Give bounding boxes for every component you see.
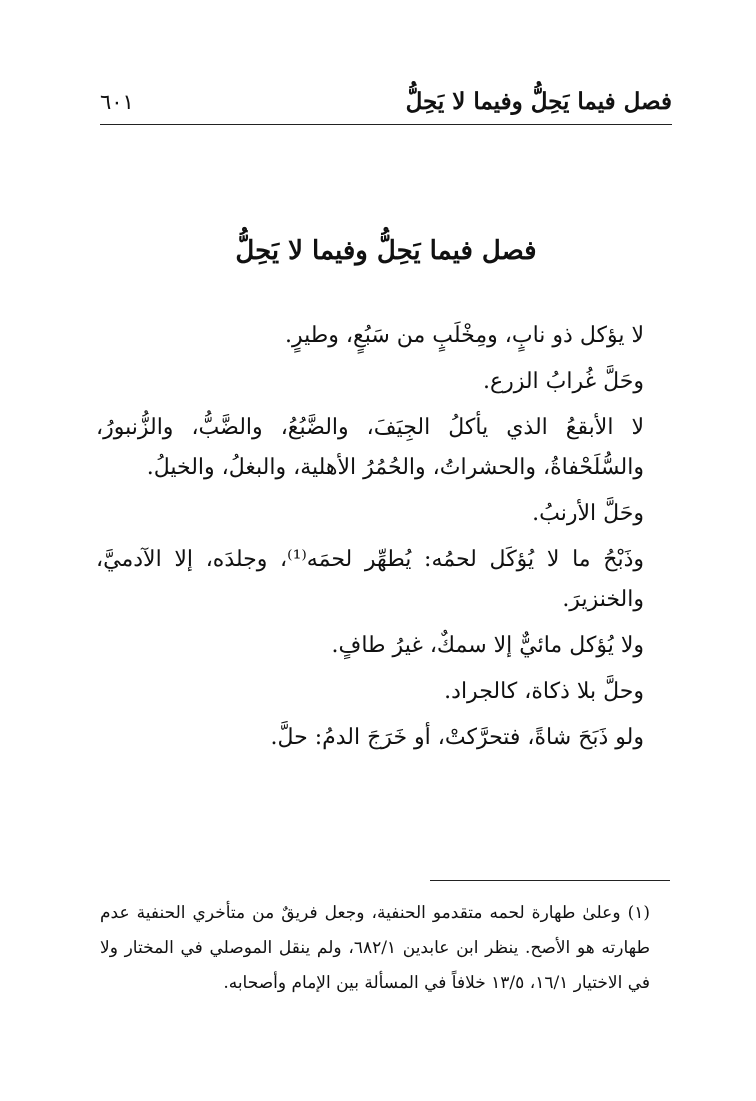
paragraph: وحَلَّ الأرنبُ. (532, 501, 644, 526)
page-number: ٦٠١ (100, 90, 134, 114)
paragraph: لا يؤكل ذو نابٍ، ومِخْلَبٍ من سَبُعٍ، وطيرٍ. (285, 323, 644, 348)
footnote-marker: (١) (627, 903, 651, 923)
footnote (100, 896, 672, 1001)
paragraph: وحَلَّ غُرابُ الزرع. (482, 369, 644, 394)
paragraph: وذَبْحُ ما لا يُؤكَل لحمُه: يُطهِّر لحمَه⁽¹⁾، وجلدَه، إلا الآدميَّ، والخنزيرَ. (96, 547, 644, 612)
paragraph: ولا يُؤكل مائيٌّ إلا سمكٌ، غيرُ طافٍ. (331, 633, 644, 658)
paragraph: وحلَّ بلا ذكاة، كالجراد. (444, 679, 644, 704)
footnote-separator (430, 880, 670, 881)
paragraph: ولو ذَبَحَ شاةً، فتحرَّكتْ، أو خَرَجَ الدمُ: حلَّ. (270, 725, 644, 750)
running-title: فصل فيما يَحِلُّ وفيما لا يَحِلُّ (405, 88, 672, 115)
paragraph: لا الأبقعُ الذي يأكلُ الجِيَفَ، والضَّبُعُ، والضَّبُّ، والزُّنبورُ، والسُّلَحْفاةُ، والحشراتُ، والحُمُرُ الأهلية، والبغلُ، والخيلُ. (96, 415, 644, 480)
running-header (100, 86, 672, 125)
footnote-body (100, 896, 672, 1001)
footnote-text: وعلىٰ طهارة لحمه متقدمو الحنفية، وجعل فريقٌ من متأخري الحنفية عدم طهارته هو الأصح. ينظر ابن عابدين ٦٨٢/١، ولم ينقل الموصلي في المختار ولا في الاختيار ١٦/١، ١٣/٥ خلافاً في المسألة بين الإمام وأصحابه. (100, 903, 650, 993)
section-heading: فصل فيما يَحِلُّ وفيما لا يَحِلُّ (235, 236, 537, 266)
body-text (96, 316, 672, 758)
